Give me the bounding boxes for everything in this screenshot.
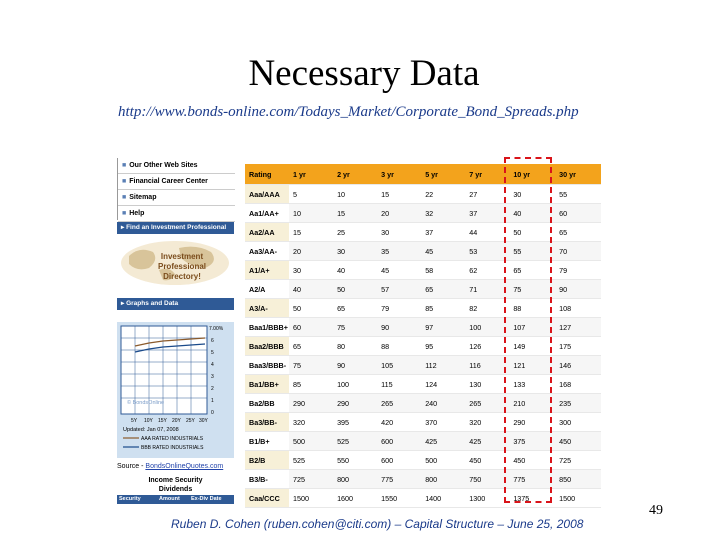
chart-watermark: © BondsOnline bbox=[127, 400, 165, 406]
spread-cell: 300 bbox=[555, 413, 601, 432]
spread-cell: 600 bbox=[377, 451, 421, 470]
spread-cell: 265 bbox=[465, 394, 509, 413]
y-tick-label: 5 bbox=[211, 350, 214, 356]
spread-cell: 5 bbox=[289, 185, 333, 204]
nav-item-sitemap[interactable]: ■ Sitemap bbox=[118, 190, 235, 206]
spread-cell: 65 bbox=[555, 223, 601, 242]
x-tick-label: 10Y bbox=[144, 418, 153, 424]
spread-cell: 1600 bbox=[333, 489, 377, 508]
spread-cell: 79 bbox=[377, 299, 421, 318]
y-tick-label: 2 bbox=[211, 386, 214, 392]
spread-cell: 375 bbox=[509, 432, 555, 451]
spread-cell: 25 bbox=[333, 223, 377, 242]
spread-cell: 1300 bbox=[465, 489, 509, 508]
spread-cell: 126 bbox=[465, 337, 509, 356]
spread-cell: 55 bbox=[555, 185, 601, 204]
column-header: 10 yr bbox=[509, 164, 555, 185]
spread-cell: 97 bbox=[421, 318, 465, 337]
legend-entry: BBB RATED INDUSTRIALS bbox=[141, 445, 204, 451]
rating-cell: Ba3/BB- bbox=[245, 413, 289, 432]
column-header: 1 yr bbox=[289, 164, 333, 185]
spread-cell: 115 bbox=[377, 375, 421, 394]
rating-cell: Aa2/AA bbox=[245, 223, 289, 242]
spread-cell: 32 bbox=[421, 204, 465, 223]
page-number: 49 bbox=[649, 503, 663, 518]
spread-cell: 1400 bbox=[421, 489, 465, 508]
spread-cell: 37 bbox=[465, 204, 509, 223]
spread-cell: 600 bbox=[377, 432, 421, 451]
spread-cell: 20 bbox=[289, 242, 333, 261]
yield-curve-chart bbox=[117, 322, 234, 458]
spread-cell: 30 bbox=[377, 223, 421, 242]
column-header: 3 yr bbox=[377, 164, 421, 185]
spread-cell: 108 bbox=[555, 299, 601, 318]
spread-cell: 53 bbox=[465, 242, 509, 261]
rating-cell: Aaa/AAA bbox=[245, 185, 289, 204]
spread-cell: 100 bbox=[465, 318, 509, 337]
income-security-title: Income Security Dividends bbox=[148, 477, 203, 493]
rating-cell: Baa3/BBB- bbox=[245, 356, 289, 375]
rating-cell: Aa3/AA- bbox=[245, 242, 289, 261]
spread-cell: 550 bbox=[333, 451, 377, 470]
rating-cell: A2/A bbox=[245, 280, 289, 299]
spread-cell: 58 bbox=[421, 261, 465, 280]
column-header: Rating bbox=[245, 164, 289, 185]
nav-menu bbox=[117, 158, 235, 220]
spread-cell: 800 bbox=[421, 470, 465, 489]
spread-cell: 425 bbox=[421, 432, 465, 451]
rating-cell: B3/B- bbox=[245, 470, 289, 489]
graphs-data-bar[interactable]: ▸ Graphs and Data bbox=[117, 298, 234, 310]
spread-cell: 525 bbox=[289, 451, 333, 470]
spread-cell: 127 bbox=[555, 318, 601, 337]
spread-cell: 500 bbox=[421, 451, 465, 470]
spread-cell: 850 bbox=[555, 470, 601, 489]
spread-cell: 133 bbox=[509, 375, 555, 394]
x-tick-label: 15Y bbox=[158, 418, 167, 424]
spread-cell: 75 bbox=[509, 280, 555, 299]
spread-cell: 50 bbox=[509, 223, 555, 242]
spread-cell: 450 bbox=[465, 451, 509, 470]
spread-cell: 425 bbox=[465, 432, 509, 451]
nav-item-other-sites[interactable]: ■ Our Other Web Sites bbox=[118, 158, 235, 174]
rating-cell: A3/A- bbox=[245, 299, 289, 318]
spread-cell: 60 bbox=[289, 318, 333, 337]
y-tick-label: 6 bbox=[211, 338, 214, 344]
spread-cell: 37 bbox=[421, 223, 465, 242]
spread-cell: 175 bbox=[555, 337, 601, 356]
spread-cell: 95 bbox=[421, 337, 465, 356]
source-line: Source - BondsOnlineQuotes.com bbox=[117, 463, 224, 470]
x-tick-label: 25Y bbox=[186, 418, 195, 424]
spread-cell: 168 bbox=[555, 375, 601, 394]
spread-cell: 1550 bbox=[377, 489, 421, 508]
spread-cell: 124 bbox=[421, 375, 465, 394]
spread-cell: 15 bbox=[333, 204, 377, 223]
spread-cell: 90 bbox=[377, 318, 421, 337]
spread-cell: 55 bbox=[509, 242, 555, 261]
y-tick-label: 3 bbox=[211, 374, 214, 380]
spread-cell: 750 bbox=[465, 470, 509, 489]
dividends-table-header: Security Amount Ex-Div Date bbox=[117, 495, 234, 504]
rating-cell: Baa1/BBB+ bbox=[245, 318, 289, 337]
spread-cell: 70 bbox=[555, 242, 601, 261]
spread-cell: 85 bbox=[421, 299, 465, 318]
spread-cell: 57 bbox=[377, 280, 421, 299]
spread-cell: 450 bbox=[555, 432, 601, 451]
spread-cell: 40 bbox=[289, 280, 333, 299]
spread-cell: 775 bbox=[377, 470, 421, 489]
column-header: 30 yr bbox=[555, 164, 601, 185]
rating-cell: Ba2/BB bbox=[245, 394, 289, 413]
spread-cell: 88 bbox=[377, 337, 421, 356]
spread-cell: 320 bbox=[289, 413, 333, 432]
spread-cell: 10 bbox=[333, 185, 377, 204]
spread-cell: 146 bbox=[555, 356, 601, 375]
spread-cell: 90 bbox=[333, 356, 377, 375]
spread-cell: 112 bbox=[421, 356, 465, 375]
x-tick-label: 20Y bbox=[172, 418, 181, 424]
spread-cell: 265 bbox=[377, 394, 421, 413]
spread-cell: 116 bbox=[465, 356, 509, 375]
y-tick-label: 0 bbox=[211, 410, 214, 416]
source-link[interactable]: BondsOnlineQuotes.com bbox=[145, 463, 224, 470]
spread-cell: 30 bbox=[509, 185, 555, 204]
spread-cell: 50 bbox=[289, 299, 333, 318]
spread-cell: 320 bbox=[465, 413, 509, 432]
spread-cell: 22 bbox=[421, 185, 465, 204]
spread-cell: 75 bbox=[333, 318, 377, 337]
rating-cell: B2/B bbox=[245, 451, 289, 470]
column-header: 2 yr bbox=[333, 164, 377, 185]
spread-cell: 88 bbox=[509, 299, 555, 318]
spread-cell: 82 bbox=[465, 299, 509, 318]
spread-cell: 30 bbox=[289, 261, 333, 280]
spread-cell: 1375 bbox=[509, 489, 555, 508]
spread-cell: 15 bbox=[289, 223, 333, 242]
rating-cell: B1/B+ bbox=[245, 432, 289, 451]
spread-cell: 105 bbox=[377, 356, 421, 375]
spread-cell: 107 bbox=[509, 318, 555, 337]
column-header: 7 yr bbox=[465, 164, 509, 185]
legend-entry: AAA RATED INDUSTRIALS bbox=[141, 436, 204, 442]
spread-cell: 725 bbox=[289, 470, 333, 489]
rating-cell: Caa/CCC bbox=[245, 489, 289, 508]
spread-cell: 40 bbox=[509, 204, 555, 223]
x-tick-label: 5Y bbox=[131, 418, 138, 424]
spread-cell: 775 bbox=[509, 470, 555, 489]
spread-cell: 370 bbox=[421, 413, 465, 432]
spread-cell: 240 bbox=[421, 394, 465, 413]
spread-cell: 80 bbox=[333, 337, 377, 356]
spread-cell: 60 bbox=[555, 204, 601, 223]
spread-cell: 45 bbox=[421, 242, 465, 261]
ten-year-highlight-box bbox=[504, 157, 552, 503]
spread-cell: 50 bbox=[333, 280, 377, 299]
spread-cell: 79 bbox=[555, 261, 601, 280]
y-tick-label: 7.00% bbox=[209, 326, 224, 332]
spread-cell: 725 bbox=[555, 451, 601, 470]
spread-cell: 65 bbox=[421, 280, 465, 299]
spread-cell: 40 bbox=[333, 261, 377, 280]
spread-cell: 500 bbox=[289, 432, 333, 451]
spread-cell: 27 bbox=[465, 185, 509, 204]
rating-cell: Ba1/BB+ bbox=[245, 375, 289, 394]
website-sidebar bbox=[117, 158, 237, 508]
arrow-icon: ▸ bbox=[121, 224, 127, 231]
spread-cell: 20 bbox=[377, 204, 421, 223]
spread-cell: 100 bbox=[333, 375, 377, 394]
slide-footer: Ruben D. Cohen (ruben.cohen@citi.com) – Capital Structure – June 25, 2008 bbox=[171, 517, 584, 531]
spread-cell: 65 bbox=[289, 337, 333, 356]
rating-cell: Aa1/AA+ bbox=[245, 204, 289, 223]
spread-cell: 149 bbox=[509, 337, 555, 356]
spread-cell: 525 bbox=[333, 432, 377, 451]
source-url[interactable]: http://www.bonds-online.com/Todays_Market/Corporate_Bond_Spreads.php bbox=[118, 104, 579, 120]
spread-cell: 1500 bbox=[289, 489, 333, 508]
find-professional-bar[interactable]: ▸ Find an Investment Professional bbox=[117, 222, 234, 234]
spread-cell: 62 bbox=[465, 261, 509, 280]
spread-cell: 395 bbox=[333, 413, 377, 432]
spread-cell: 800 bbox=[333, 470, 377, 489]
x-tick-label: 30Y bbox=[199, 418, 208, 424]
spread-cell: 35 bbox=[377, 242, 421, 261]
spread-cell: 75 bbox=[289, 356, 333, 375]
y-tick-label: 1 bbox=[211, 398, 214, 404]
spread-cell: 65 bbox=[333, 299, 377, 318]
spread-cell: 85 bbox=[289, 375, 333, 394]
rating-cell: A1/A+ bbox=[245, 261, 289, 280]
spread-cell: 450 bbox=[509, 451, 555, 470]
slide-title: Necessary Data bbox=[248, 53, 480, 94]
spread-cell: 90 bbox=[555, 280, 601, 299]
nav-item-help[interactable]: ■ Help bbox=[118, 206, 235, 222]
spread-cell: 235 bbox=[555, 394, 601, 413]
spread-cell: 1500 bbox=[555, 489, 601, 508]
spread-cell: 45 bbox=[377, 261, 421, 280]
spread-cell: 290 bbox=[333, 394, 377, 413]
promo-text[interactable]: Investment Professional Directory! bbox=[157, 252, 206, 281]
spread-cell: 130 bbox=[465, 375, 509, 394]
spread-cell: 10 bbox=[289, 204, 333, 223]
spread-cell: 71 bbox=[465, 280, 509, 299]
spread-cell: 210 bbox=[509, 394, 555, 413]
spread-cell: 44 bbox=[465, 223, 509, 242]
chart-updated-label: Updated: Jan 07, 2008 bbox=[123, 427, 179, 433]
spread-cell: 420 bbox=[377, 413, 421, 432]
spread-cell: 290 bbox=[289, 394, 333, 413]
column-header: 5 yr bbox=[421, 164, 465, 185]
spread-cell: 65 bbox=[509, 261, 555, 280]
spread-cell: 121 bbox=[509, 356, 555, 375]
yield-chart-panel bbox=[117, 322, 234, 458]
arrow-icon: ▸ bbox=[121, 300, 127, 307]
nav-item-career-center[interactable]: ■ Financial Career Center bbox=[118, 174, 235, 190]
y-tick-label: 4 bbox=[211, 362, 214, 368]
spread-cell: 15 bbox=[377, 185, 421, 204]
spread-cell: 290 bbox=[509, 413, 555, 432]
spread-cell: 30 bbox=[333, 242, 377, 261]
rating-cell: Baa2/BBB bbox=[245, 337, 289, 356]
